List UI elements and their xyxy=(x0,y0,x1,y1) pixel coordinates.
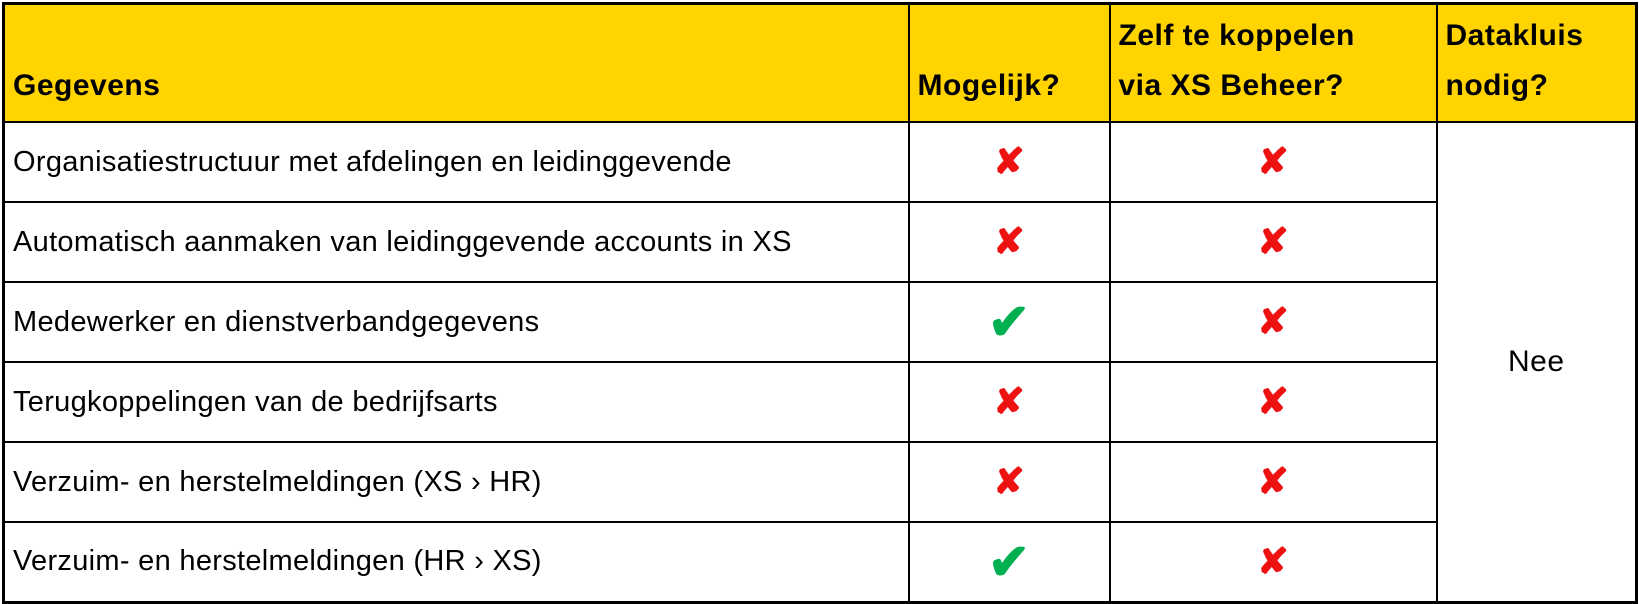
header-zelf-line2: via XS Beheer? xyxy=(1118,69,1344,102)
header-mogelijk xyxy=(909,4,1110,123)
header-gegevens xyxy=(4,4,909,123)
xs-beheer-cell xyxy=(1110,362,1437,442)
row-label: Terugkoppelingen van de bedrijfsarts xyxy=(4,362,909,442)
row-label: Medewerker en dienstverbandgegevens xyxy=(4,282,909,362)
table-row xyxy=(4,282,1637,362)
table-row xyxy=(4,442,1637,522)
mogelijk-cell xyxy=(909,522,1110,602)
cross-icon: ✘ xyxy=(1257,302,1289,342)
row-label: Automatisch aanmaken van leidinggevende accounts in XS xyxy=(4,202,909,282)
row-label: Organisatiestructuur met afdelingen en leidinggevende xyxy=(4,122,909,202)
mogelijk-cell xyxy=(909,442,1110,522)
page-canvas xyxy=(0,2,1639,603)
xs-beheer-cell xyxy=(1110,522,1437,602)
cross-icon: ✘ xyxy=(993,462,1025,502)
cross-icon: ✘ xyxy=(993,142,1025,182)
header-zelf-te-koppelen xyxy=(1110,4,1437,123)
mogelijk-cell xyxy=(909,282,1110,362)
cross-icon: ✘ xyxy=(1257,382,1289,422)
header-datakluis xyxy=(1437,4,1637,123)
header-datakluis-line2: nodig? xyxy=(1445,69,1549,102)
xs-beheer-cell xyxy=(1110,282,1437,362)
table-row xyxy=(4,202,1637,282)
xs-beheer-cell xyxy=(1110,122,1437,202)
table-row xyxy=(4,362,1637,442)
mogelijk-cell xyxy=(909,202,1110,282)
row-label: Verzuim- en herstelmeldingen (XS › HR) xyxy=(4,442,909,522)
check-icon: ✔ xyxy=(988,294,1030,350)
table-row xyxy=(4,122,1637,202)
comparison-table xyxy=(2,2,1638,604)
cross-icon: ✘ xyxy=(1257,462,1289,502)
cross-icon: ✘ xyxy=(1257,222,1289,262)
table-header-row xyxy=(4,4,1637,123)
datakluis-merged-cell: Nee xyxy=(1437,122,1637,602)
row-label: Verzuim- en herstelmeldingen (HR › XS) xyxy=(4,522,909,602)
xs-beheer-cell xyxy=(1110,202,1437,282)
table-row xyxy=(4,522,1637,602)
header-zelf-line1: Zelf te koppelen xyxy=(1118,19,1355,52)
header-mogelijk-label: Mogelijk? xyxy=(917,69,1061,102)
header-gegevens-label: Gegevens xyxy=(13,69,161,102)
check-icon: ✔ xyxy=(988,533,1030,590)
cross-icon: ✘ xyxy=(993,222,1025,262)
xs-beheer-cell xyxy=(1110,442,1437,522)
header-datakluis-line1: Datakluis xyxy=(1445,19,1584,52)
mogelijk-cell xyxy=(909,362,1110,442)
cross-icon: ✘ xyxy=(1257,142,1289,182)
cross-icon: ✘ xyxy=(993,382,1025,422)
cross-icon: ✘ xyxy=(1257,541,1289,582)
mogelijk-cell xyxy=(909,122,1110,202)
